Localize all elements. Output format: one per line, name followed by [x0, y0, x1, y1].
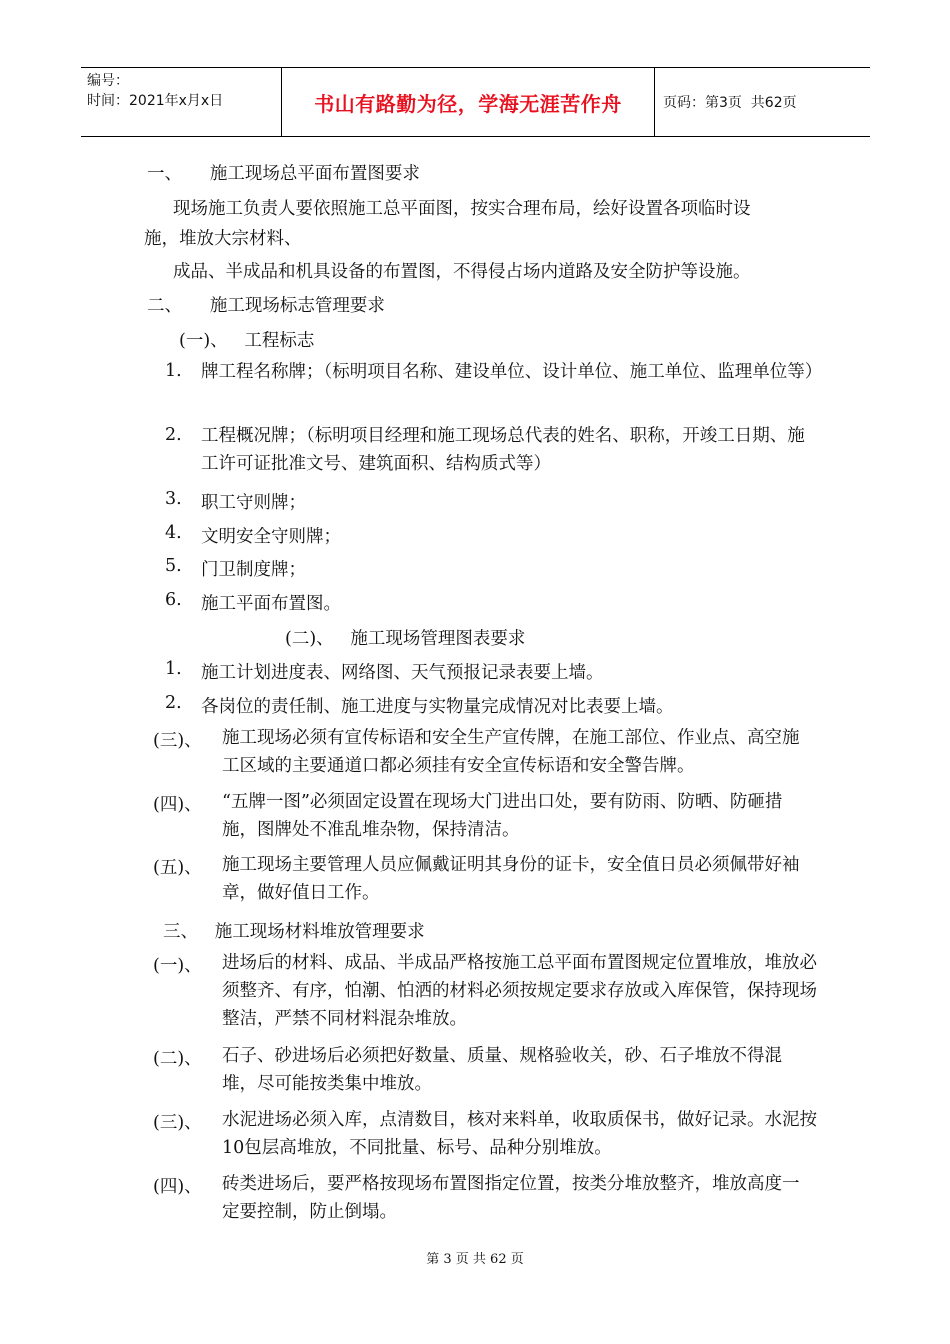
paragraph-2: 成品、半成品和机具设备的布置图，不得侵占场内道路及安全防护等设施。	[173, 262, 751, 282]
list-item: 职工守则牌；	[201, 493, 306, 513]
item-number: (五)、	[153, 858, 202, 878]
list-item: 牌工程名称牌；（标明项目名称、建设单位、设计单位、施工单位、监理单位等）	[201, 362, 823, 382]
item-number: 6.	[165, 590, 182, 610]
list-item: “五牌一图”必须固定设置在现场大门进出口处，要有防雨、防晒、防砸措施，图牌处不准乱堆杂物，保持清洁。	[222, 792, 783, 840]
item-number: 2.	[165, 693, 182, 713]
section-title-2: 二、 施工现场标志管理要求	[147, 296, 385, 316]
item-number: (四)、	[153, 795, 202, 815]
item-number: 3.	[165, 489, 182, 509]
item-number: 1.	[165, 659, 182, 679]
list-item: 施工现场主要管理人员应佩戴证明其身份的证卡，安全值日员必须佩带好袖章，做好值日工作。	[222, 855, 800, 903]
subsection-title-1: (一)、 工程标志	[179, 331, 315, 351]
list-item: 各岗位的责任制、施工进度与实物量完成情况对比表要上墙。	[201, 697, 674, 717]
item-number: (一)、	[153, 956, 202, 976]
header-motto: 书山有路勤为径，学海无涯苦作舟	[282, 68, 655, 136]
header-page-info	[655, 68, 870, 136]
page-footer	[0, 1248, 950, 1267]
paragraph-1b: 施，堆放大宗材料、	[144, 229, 302, 249]
time-label: 时间：2021年x月x日	[87, 93, 224, 109]
list-item: 施工现场必须有宣传标语和安全生产宣传牌，在施工部位、作业点、高空施工区域的主要通道口都必须挂有安全宣传标语和安全警告牌。	[222, 728, 800, 776]
list-item: 施工平面布置图。	[201, 594, 341, 614]
footer-page-number: 第 3 页 共 62 页	[426, 1252, 524, 1267]
section-title-3: 三、 施工现场材料堆放管理要求	[163, 922, 425, 942]
item-number: (二)、	[153, 1049, 202, 1069]
item-number: 1.	[165, 361, 182, 381]
item-number: (三)、	[153, 731, 202, 751]
list-item: 进场后的材料、成品、半成品严格按施工总平面布置图规定位置堆放，堆放必须整齐、有序，怕潮、怕洒的材料必须按规定要求存放或入库保管，保持现场整洁，严禁不同材料混杂堆放。	[222, 953, 817, 1029]
item-number: (三)、	[153, 1113, 202, 1133]
item-number: 5.	[165, 556, 182, 576]
page-header	[81, 67, 870, 137]
list-item: 石子、砂进场后必须把好数量、质量、规格验收关，砂、石子堆放不得混堆，尽可能按类集中堆放。	[222, 1046, 782, 1094]
page-label: 页码：第3页 共62页	[663, 95, 797, 111]
list-item: 砖类进场后，要严格按现场布置图指定位置，按类分堆放整齐，堆放高度一定要控制，防止倒塌。	[222, 1174, 800, 1222]
item-number: 2.	[165, 425, 182, 445]
header-meta	[81, 68, 282, 136]
subsection-title-2: (二)、 施工现场管理图表要求	[285, 629, 526, 649]
section-title-1: 一、 施工现场总平面布置图要求	[147, 164, 420, 184]
item-number: 4.	[165, 523, 182, 543]
number-label: 编号：	[87, 73, 129, 89]
list-item: 水泥进场必须入库，点清数目，核对来料单，收取质保书，做好记录。水泥按10包层高堆放，不同批量、标号、品种分别堆放。	[222, 1110, 817, 1158]
list-item: 门卫制度牌；	[201, 560, 306, 580]
paragraph-1a: 现场施工负责人要依照施工总平面图，按实合理布局，绘好设置各项临时设	[173, 199, 751, 219]
list-item: 文明安全守则牌；	[201, 527, 341, 547]
list-item: 工程概况牌；（标明项目经理和施工现场总代表的姓名、职称，开竣工日期、施工许可证批准文号、建筑面积、结构质式等）	[201, 426, 805, 474]
item-number: (四)、	[153, 1177, 202, 1197]
list-item: 施工计划进度表、网络图、天气预报记录表要上墙。	[201, 663, 604, 683]
